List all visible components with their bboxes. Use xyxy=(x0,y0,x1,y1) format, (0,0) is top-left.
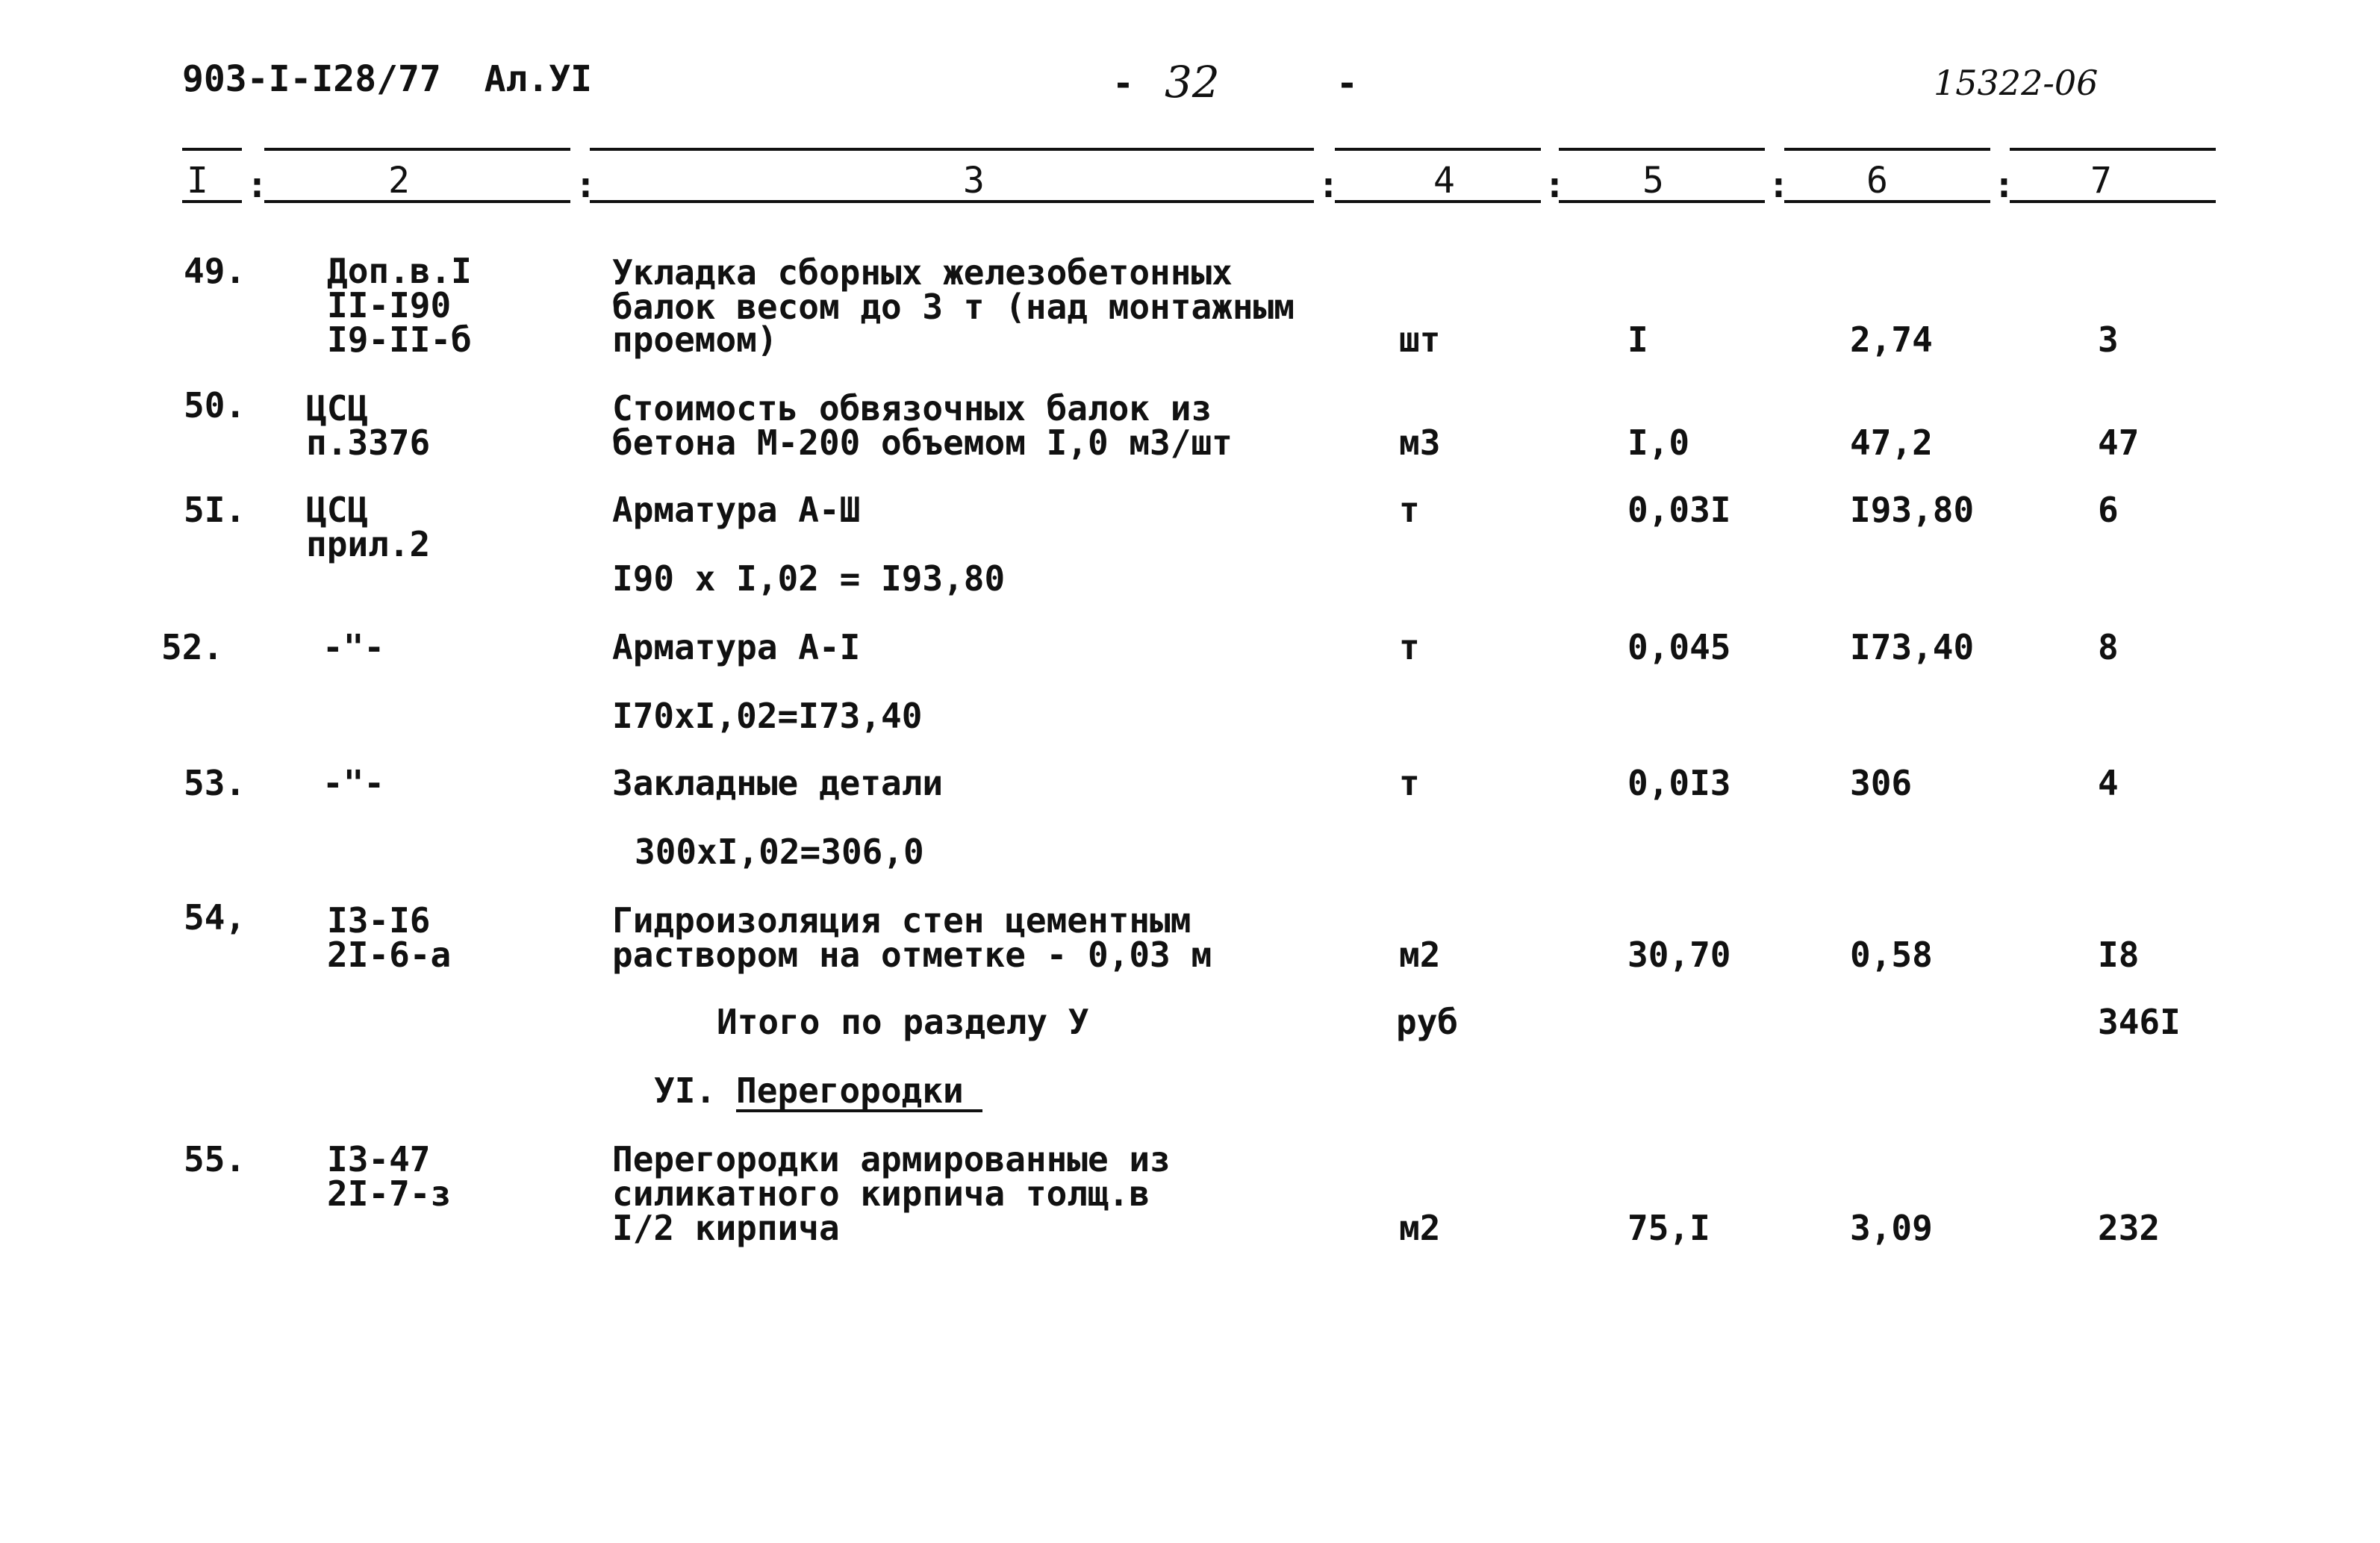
row-code-line: I9-II-б xyxy=(327,319,472,360)
row-code-line: I3-I6 xyxy=(327,900,431,941)
row-unit: м3 xyxy=(1399,423,1441,463)
row-number: 49. xyxy=(184,251,246,291)
section-number: УI. xyxy=(654,1070,717,1111)
row-desc-line: Стоимость обвязочных балок из xyxy=(612,388,1212,428)
col-sep-2: : xyxy=(575,164,596,206)
col-sep-4: : xyxy=(1544,164,1566,206)
row-unit: т xyxy=(1399,490,1420,530)
col-header-3: 3 xyxy=(963,160,985,202)
row-price: 2,74 xyxy=(1850,319,1933,360)
subtotal-total: 346I xyxy=(2098,1002,2181,1042)
row-qty: I,0 xyxy=(1627,423,1690,463)
row-code-line: Доп.в.I xyxy=(327,251,472,291)
row-number: 50. xyxy=(184,385,246,426)
row-unit: шт xyxy=(1399,319,1441,360)
row-desc-line: Гидроизоляция стен цементным xyxy=(612,900,1191,941)
col-sep-3: : xyxy=(1318,164,1339,206)
row-price: I93,80 xyxy=(1850,490,1975,530)
header-bottom-rule-2 xyxy=(264,200,570,203)
row-number: 52. xyxy=(161,627,224,667)
row-unit: т xyxy=(1399,763,1420,803)
row-qty: 0,0I3 xyxy=(1627,763,1731,803)
subtotal-label: Итого по разделу У xyxy=(717,1002,1089,1042)
header-bottom-rule-7 xyxy=(2010,200,2216,203)
row-qty: 75,I xyxy=(1627,1208,1710,1248)
header-bottom-rule-3 xyxy=(590,200,1314,203)
row-code-line: I3-47 xyxy=(327,1139,431,1179)
row-price: 47,2 xyxy=(1850,423,1933,463)
row-price: 0,58 xyxy=(1850,935,1933,975)
row-qty: 0,045 xyxy=(1627,627,1731,667)
col-header-6: 6 xyxy=(1866,160,1888,202)
col-header-7: 7 xyxy=(2090,160,2112,202)
col-sep-6: : xyxy=(1993,164,2015,206)
row-price: 306 xyxy=(1850,763,1913,803)
row-code-line: ЦСЦ xyxy=(306,388,369,428)
row-qty: 0,03I xyxy=(1627,490,1731,530)
row-desc-line: Арматура А-I xyxy=(612,627,861,667)
row-total: 8 xyxy=(2098,627,2119,667)
header-top-rule-7 xyxy=(2010,148,2216,151)
row-code-line: II-I90 xyxy=(327,285,452,325)
row-code-line: ЦСЦ xyxy=(306,490,369,530)
row-desc-line: проемом) xyxy=(612,319,778,360)
page-number: 32 xyxy=(1165,57,1220,107)
row-number: 5I. xyxy=(184,490,246,530)
header-top-rule-1 xyxy=(182,148,242,151)
row-desc-line: Укладка сборных железобетонных xyxy=(612,252,1233,293)
col-sep-5: : xyxy=(1768,164,1789,206)
header-top-rule-2 xyxy=(264,148,570,151)
row-total: 232 xyxy=(2098,1208,2161,1248)
subtotal-unit: руб xyxy=(1396,1002,1459,1042)
row-number: 53. xyxy=(184,763,246,803)
row-unit: т xyxy=(1399,627,1420,667)
row-code-line: п.3376 xyxy=(306,423,431,463)
row-desc-line: бетона М-200 объемом I,0 м3/шт xyxy=(612,423,1233,463)
header-top-rule-3 xyxy=(590,148,1314,151)
row-calc: I90 x I,02 = I93,80 xyxy=(612,558,1006,599)
row-total: 3 xyxy=(2098,319,2119,360)
row-price: I73,40 xyxy=(1850,627,1975,667)
row-number: 55. xyxy=(184,1139,246,1179)
header-top-rule-4 xyxy=(1335,148,1541,151)
col-sep-1: : xyxy=(246,164,268,206)
row-total: 6 xyxy=(2098,490,2119,530)
row-total: 47 xyxy=(2098,423,2140,463)
row-code-line: -"- xyxy=(323,627,385,667)
row-calc: 300xI,02=306,0 xyxy=(635,832,924,872)
doc-code: 903-I-I28/77 Aл.УI xyxy=(182,58,593,100)
row-desc-line: раствором на отметке - 0,03 м xyxy=(612,935,1212,975)
section-title: Перегородки xyxy=(736,1073,982,1112)
col-header-4: 4 xyxy=(1433,160,1455,202)
page-dash-right: - xyxy=(1336,63,1358,105)
row-code-line: 2I-6-а xyxy=(327,935,452,975)
col-header-5: 5 xyxy=(1642,160,1664,202)
row-qty: 30,70 xyxy=(1627,935,1731,975)
row-desc-line: балок весом до 3 т (над монтажным xyxy=(612,287,1295,327)
row-price: 3,09 xyxy=(1850,1208,1933,1248)
col-header-2: 2 xyxy=(388,160,410,202)
row-desc-line: Арматура А-Ш xyxy=(612,490,861,530)
page-dash-left: - xyxy=(1112,63,1134,105)
col-header-1: I xyxy=(187,160,208,202)
archive-number: 15322-06 xyxy=(1934,63,2099,103)
row-desc-line: силикатного кирпича толщ.в xyxy=(612,1173,1150,1214)
row-unit: м2 xyxy=(1399,935,1441,975)
row-code-line: -"- xyxy=(323,763,385,803)
row-unit: м2 xyxy=(1399,1208,1441,1248)
row-calc: I70xI,02=I73,40 xyxy=(612,696,923,736)
header-top-rule-5 xyxy=(1559,148,1765,151)
row-desc-line: Закладные детали xyxy=(612,763,944,803)
row-code-line: 2I-7-з xyxy=(327,1173,452,1214)
header-top-rule-6 xyxy=(1784,148,1990,151)
row-total: I8 xyxy=(2098,935,2140,975)
row-desc-line: I/2 кирпича xyxy=(612,1208,840,1248)
row-qty: I xyxy=(1627,319,1648,360)
row-code-line: прил.2 xyxy=(306,524,431,564)
row-number: 54, xyxy=(184,897,246,938)
row-total: 4 xyxy=(2098,763,2119,803)
row-desc-line: Перегородки армированные из xyxy=(612,1139,1171,1179)
